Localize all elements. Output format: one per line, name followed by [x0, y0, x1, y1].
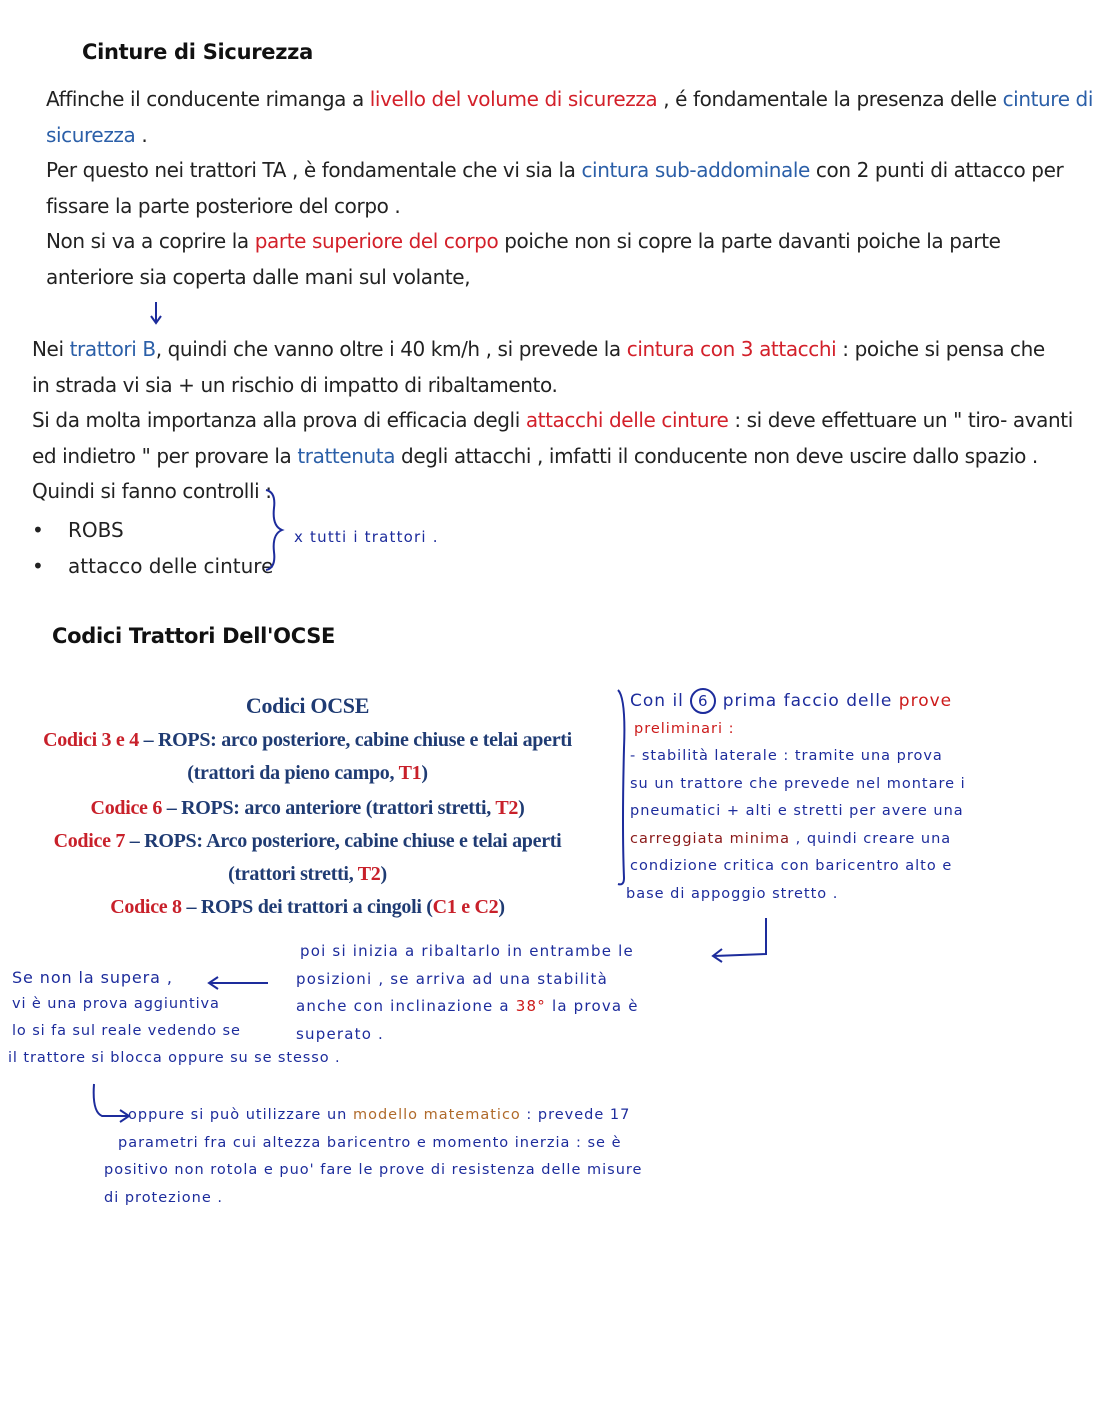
ocse-title: Codici OCSE — [245, 693, 370, 718]
code-label: Codice 7 — [53, 830, 126, 852]
arrow-left-icon — [708, 916, 772, 964]
highlight-red: prove — [898, 691, 953, 711]
text: Con il — [630, 691, 691, 711]
text: fissare la parte posteriore del corpo . — [46, 193, 401, 218]
text: lo si fa sul reale vedendo se — [12, 1023, 241, 1039]
highlight-blue: trattori B — [69, 337, 156, 361]
text: , é fondamentale la presenza delle — [657, 87, 1003, 111]
highlight-darkred: carreggiata minima — [630, 830, 791, 847]
text: , quindi creare una — [790, 830, 952, 847]
code-label: Codici 3 e 4 — [43, 729, 139, 751]
code-text: – ROPS dei trattori a cingoli ( — [181, 896, 433, 918]
text: Affinche il conducente rimanga a — [46, 87, 370, 111]
list-item: • attacco delle cinture — [32, 554, 274, 578]
text: parametri fra cui altezza baricentro e momento inerzia : se è — [118, 1134, 622, 1151]
text: la prova è — [545, 997, 639, 1015]
text: - stabilità laterale : tramite una prova — [630, 748, 943, 764]
code-class: T2 — [495, 797, 519, 819]
curly-brace-icon — [262, 488, 284, 572]
right-note — [626, 688, 966, 908]
code-text: – ROPS: Arco posteriore, cabine chiuse e telai aperti — [125, 830, 562, 852]
highlight-red: 38° — [515, 997, 546, 1015]
text: pneumatici + alti e stretti per avere una — [630, 803, 964, 819]
text: prima faccio delle — [716, 691, 899, 711]
code-text: (trattori da pieno campo, — [187, 762, 399, 784]
text: superato . — [296, 1024, 385, 1043]
ocse-codes-box — [20, 688, 595, 924]
text: , quindi che vanno oltre i 40 km/h , si prevede la — [155, 337, 627, 361]
text: Se non la supera , — [12, 968, 173, 987]
highlight-blue: trattenuta — [297, 443, 396, 468]
text: in strada vi sia + un rischio di impatto di ribaltamento. — [32, 372, 558, 397]
highlight-red: livello del volume di sicurezza — [369, 87, 658, 111]
paragraph-trattori-b — [32, 332, 1073, 510]
code-text: ) — [518, 797, 525, 819]
highlight-red: cintura con 3 attacchi — [626, 337, 837, 361]
paragraph-intro — [46, 82, 1093, 295]
list-item-label: ROBS — [68, 518, 124, 542]
text: oppure si può utilizzare un — [128, 1107, 353, 1123]
text: : prevede 17 — [520, 1107, 631, 1123]
text: anteriore sia coperta dalle mani sul volante, — [46, 264, 471, 289]
text: condizione critica con baricentro alto e — [630, 858, 953, 874]
highlight-brown: modello matematico — [352, 1107, 521, 1123]
text: preliminari : — [634, 720, 735, 737]
text: Nei — [32, 337, 70, 361]
text: Per questo nei trattori TA , è fondamentale che vi sia la — [46, 158, 582, 182]
text: degli attacchi , imfatti il conducente non deve uscire dallo spazio . — [395, 443, 1038, 468]
circled-number: 6 — [690, 688, 716, 714]
bullet-list — [32, 512, 273, 584]
highlight-red: attacchi delle cinture — [525, 408, 729, 432]
code-class: T1 — [398, 762, 422, 784]
code-text: ) — [421, 762, 428, 784]
text: ed indietro " per provare la — [32, 443, 298, 468]
text: : poiche si pensa che — [836, 337, 1045, 361]
text: base di appoggio stretto . — [626, 885, 839, 902]
text: poi si inizia a ribaltarlo in entrambe le — [300, 942, 634, 960]
text: Non si va a coprire la — [46, 229, 255, 253]
text: su un trattore che prevede nel montare i — [630, 775, 966, 792]
text: Quindi si fanno controlli : — [32, 479, 272, 503]
text: Si da molta importanza alla prova di efficacia degli — [32, 408, 526, 432]
bracket-icon — [614, 688, 630, 888]
text: vi è una prova aggiuntiva — [12, 996, 220, 1012]
code-text: – ROPS: arco anteriore (trattori stretti, — [162, 797, 496, 819]
text: anche con inclinazione a — [296, 997, 516, 1015]
down-arrow-icon — [148, 300, 164, 326]
list-item: • ROBS — [32, 518, 124, 542]
bottom-note — [104, 1102, 642, 1212]
code-text: ) — [380, 863, 387, 885]
code-text: ) — [498, 896, 505, 918]
text: con 2 punti di attacco per — [809, 158, 1064, 182]
code-class: C1 e C2 — [432, 896, 499, 918]
left-note — [8, 964, 341, 1072]
code-text: (trattori stretti, — [228, 863, 358, 885]
code-label: Codice 6 — [90, 797, 163, 819]
highlight-blue: sicurezza — [46, 122, 136, 147]
list-item-label: attacco delle cinture — [68, 554, 274, 578]
section-title-ocse: Codici Trattori Dell'OCSE — [52, 624, 336, 648]
text: posizioni , se arriva ad una stabilità — [296, 969, 608, 988]
code-label: Codice 8 — [110, 896, 182, 918]
code-text: – ROPS: arco posteriore, cabine chiuse e telai aperti — [138, 729, 572, 751]
highlight-blue: cinture di — [1002, 87, 1093, 111]
text: il trattore si blocca oppure su se stesso . — [8, 1050, 341, 1066]
highlight-blue: cintura sub-addominale — [581, 158, 810, 182]
text: . — [135, 122, 148, 147]
section-title-cinture: Cinture di Sicurezza — [82, 40, 313, 64]
code-class: T2 — [357, 863, 381, 885]
text: poiche non si copre la parte davanti poiche la parte — [498, 229, 1001, 253]
text: : si deve effettuare un " tiro- avanti — [728, 408, 1073, 432]
text: positivo non rotola e puo' fare le prove di resistenza delle misure — [104, 1162, 643, 1178]
text: di protezione . — [104, 1189, 224, 1206]
middle-note — [296, 938, 639, 1048]
highlight-red: parte superiore del corpo — [254, 229, 499, 253]
brace-note: x tutti i trattori . — [294, 528, 439, 546]
